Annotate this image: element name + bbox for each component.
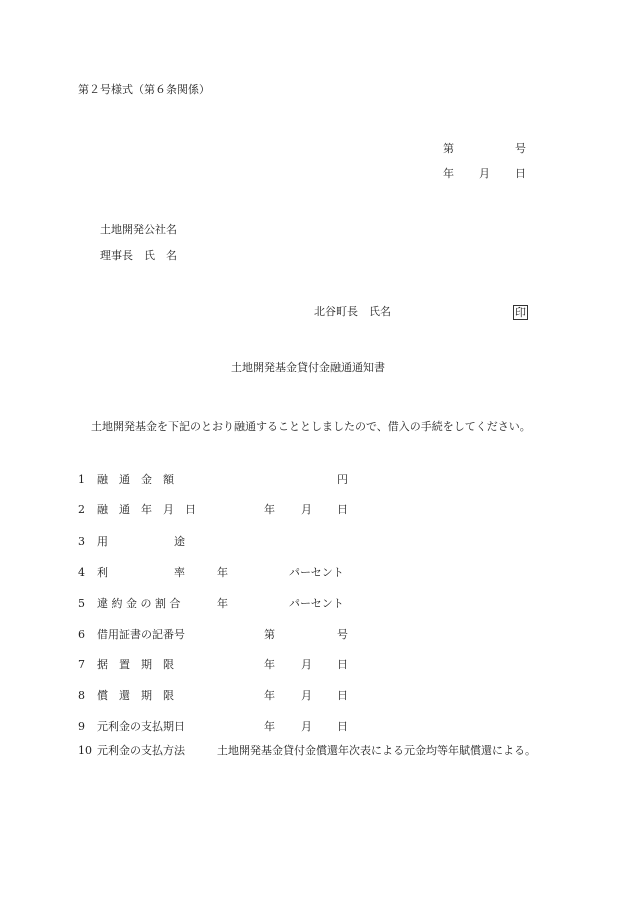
seal-stamp: 印: [515, 306, 526, 319]
item-value-go: 号: [337, 628, 348, 641]
document-title: 土地開発基金貸付金融通通知書: [231, 361, 385, 374]
date-month: 月: [479, 167, 490, 180]
item-value-year: 年: [264, 503, 275, 516]
item-value-percent: パーセント: [289, 566, 344, 579]
item-value-month: 月: [301, 689, 312, 702]
item-number: 3: [78, 535, 85, 548]
item-value-day: 日: [337, 720, 348, 733]
item-value-yen: 円: [337, 473, 348, 486]
item-value-day: 日: [337, 503, 348, 516]
item-number: 7: [78, 658, 85, 671]
item-value-month: 月: [301, 720, 312, 733]
item-label: 用 途: [97, 535, 185, 548]
item-number: 10: [78, 744, 92, 757]
form-number-label: 第２号様式（第６条関係）: [78, 83, 210, 96]
item-number: 8: [78, 689, 85, 702]
item-label: 元利金の支払期日: [97, 720, 185, 733]
date-year: 年: [443, 167, 454, 180]
item-value-year: 年: [264, 658, 275, 671]
item-number: 5: [78, 597, 85, 610]
item-label: 融 通 金 額: [97, 473, 174, 486]
item-number: 9: [78, 720, 85, 733]
sender-name: 北谷町長 氏名: [314, 305, 391, 318]
item-number: 4: [78, 566, 85, 579]
recipient-org: 土地開発公社名: [100, 223, 177, 236]
item-number: 1: [78, 473, 85, 486]
item-label: 借用証書の記番号: [97, 628, 185, 641]
item-value-year: 年: [217, 566, 228, 579]
item-number: 2: [78, 503, 85, 516]
item-value-payment-method: 土地開発基金貸付金償還年次表による元金均等年賦償還による。: [217, 744, 536, 757]
item-label: 元利金の支払方法: [97, 744, 185, 757]
item-label: 償 還 期 限: [97, 689, 174, 702]
item-value-year: 年: [264, 689, 275, 702]
item-value-year: 年: [264, 720, 275, 733]
item-label: 据 置 期 限: [97, 658, 174, 671]
item-number: 6: [78, 628, 85, 641]
item-value-day: 日: [337, 658, 348, 671]
document-number-go: 号: [515, 142, 526, 155]
body-text: 土地開発基金を下記のとおり融通することとしましたので、借入の手続をしてください。: [91, 420, 531, 433]
date-day: 日: [515, 167, 526, 180]
item-label: 利 率: [97, 566, 185, 579]
item-label: 融 通 年 月 日: [97, 503, 196, 516]
item-value-percent: パーセント: [289, 597, 344, 610]
seal-mark: [513, 305, 528, 320]
item-value-month: 月: [301, 658, 312, 671]
item-value-year: 年: [217, 597, 228, 610]
item-label: 違 約 金 の 割 合: [97, 597, 181, 610]
recipient-title: 理事長 氏 名: [100, 249, 177, 262]
item-value-day: 日: [337, 689, 348, 702]
item-value-dai: 第: [264, 628, 275, 641]
document-number-dai: 第: [443, 142, 454, 155]
item-value-month: 月: [301, 503, 312, 516]
